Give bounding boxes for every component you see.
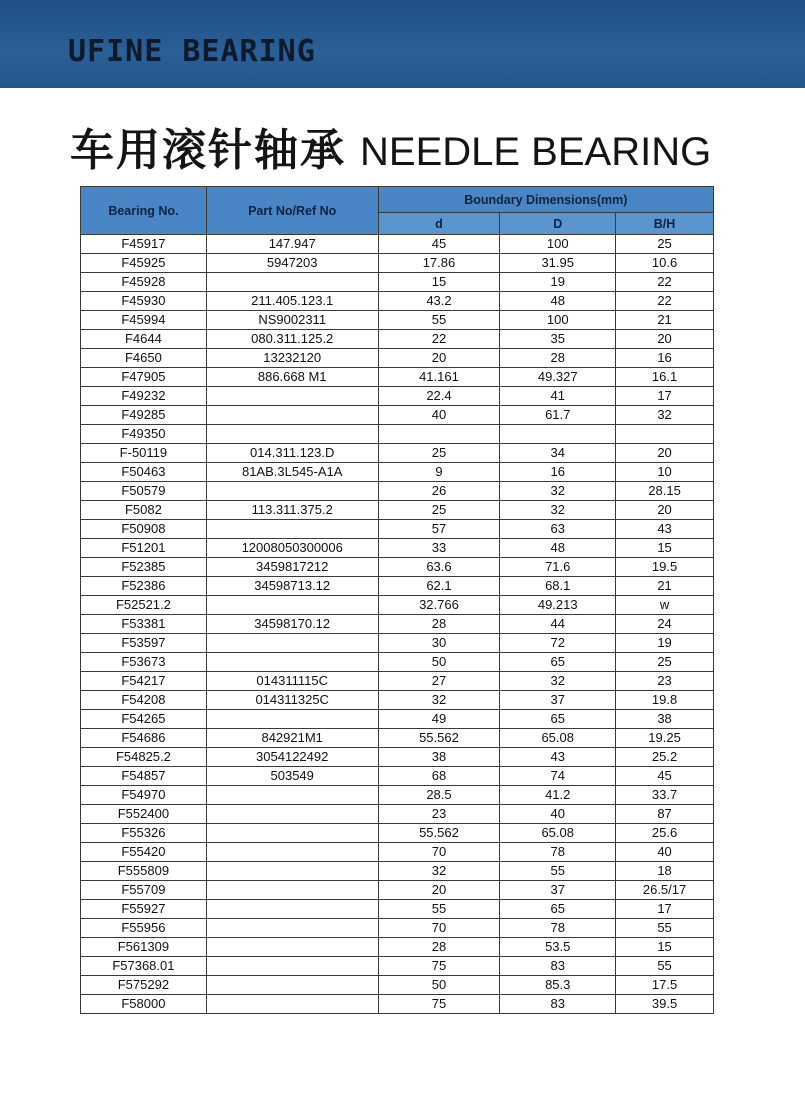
cell-bh: 16.1	[616, 368, 714, 387]
table-row	[81, 273, 714, 292]
cell-D: 53.5	[500, 938, 616, 957]
cell-D: 34	[500, 444, 616, 463]
cell-D: 83	[500, 995, 616, 1014]
cell-d: 17.86	[378, 254, 500, 273]
cell-part-no	[206, 786, 378, 805]
cell-bh: 17	[616, 900, 714, 919]
cell-part-no: 842921M1	[206, 729, 378, 748]
cell-d: 70	[378, 843, 500, 862]
cell-part-no: 211.405.123.1	[206, 292, 378, 311]
cell-d: 32	[378, 691, 500, 710]
cell-part-no	[206, 406, 378, 425]
cell-D: 16	[500, 463, 616, 482]
cell-bearing-no: F54970	[81, 786, 207, 805]
cell-bearing-no: F45928	[81, 273, 207, 292]
cell-bearing-no: F575292	[81, 976, 207, 995]
cell-bearing-no: F45925	[81, 254, 207, 273]
cell-bearing-no: F52521.2	[81, 596, 207, 615]
cell-d: 25	[378, 501, 500, 520]
cell-d: 20	[378, 349, 500, 368]
cell-part-no	[206, 273, 378, 292]
cell-bh: 45	[616, 767, 714, 786]
cell-D: 100	[500, 311, 616, 330]
table-row	[81, 349, 714, 368]
cell-d: 9	[378, 463, 500, 482]
table-row	[81, 615, 714, 634]
cell-bearing-no: F55709	[81, 881, 207, 900]
table-row	[81, 843, 714, 862]
cell-d: 23	[378, 805, 500, 824]
cell-D: 43	[500, 748, 616, 767]
cell-bh: 25	[616, 653, 714, 672]
header-bearing-no: Bearing No.	[81, 187, 207, 235]
cell-bh: 38	[616, 710, 714, 729]
cell-part-no	[206, 900, 378, 919]
cell-d: 62.1	[378, 577, 500, 596]
cell-part-no: 5947203	[206, 254, 378, 273]
cell-bh: 16	[616, 349, 714, 368]
cell-D: 83	[500, 957, 616, 976]
bearing-spec-table	[80, 186, 714, 1014]
cell-part-no	[206, 425, 378, 444]
cell-bearing-no: F49232	[81, 387, 207, 406]
cell-D: 35	[500, 330, 616, 349]
cell-part-no: 014.311.123.D	[206, 444, 378, 463]
cell-d: 30	[378, 634, 500, 653]
table-row	[81, 919, 714, 938]
cell-D: 55	[500, 862, 616, 881]
cell-d: 50	[378, 976, 500, 995]
cell-part-no	[206, 843, 378, 862]
cell-bh	[616, 425, 714, 444]
cell-d: 22	[378, 330, 500, 349]
table-row	[81, 710, 714, 729]
cell-part-no	[206, 938, 378, 957]
cell-d: 32.766	[378, 596, 500, 615]
table-row	[81, 311, 714, 330]
cell-d: 32	[378, 862, 500, 881]
cell-bearing-no: F49285	[81, 406, 207, 425]
cell-bearing-no: F58000	[81, 995, 207, 1014]
cell-part-no: 13232120	[206, 349, 378, 368]
cell-D: 49.327	[500, 368, 616, 387]
cell-bearing-no: F51201	[81, 539, 207, 558]
table-row	[81, 577, 714, 596]
cell-bearing-no: F57368.01	[81, 957, 207, 976]
cell-bearing-no: F54265	[81, 710, 207, 729]
table-row	[81, 368, 714, 387]
cell-D: 32	[500, 482, 616, 501]
cell-d	[378, 425, 500, 444]
cell-bearing-no: F45994	[81, 311, 207, 330]
header-part-no: Part No/Ref No	[206, 187, 378, 235]
cell-bearing-no: F-50119	[81, 444, 207, 463]
cell-d: 57	[378, 520, 500, 539]
cell-bh: 10.6	[616, 254, 714, 273]
header-d: d	[378, 213, 500, 235]
cell-part-no	[206, 976, 378, 995]
cell-D: 32	[500, 501, 616, 520]
header-bh: B/H	[616, 213, 714, 235]
cell-d: 22.4	[378, 387, 500, 406]
cell-part-no	[206, 710, 378, 729]
table-body	[81, 235, 714, 1014]
cell-bearing-no: F54857	[81, 767, 207, 786]
cell-bearing-no: F52385	[81, 558, 207, 577]
header-boundary-dimensions: Boundary Dimensions(mm)	[378, 187, 713, 213]
cell-d: 75	[378, 957, 500, 976]
table-row	[81, 387, 714, 406]
cell-bh: 17	[616, 387, 714, 406]
cell-D: 68.1	[500, 577, 616, 596]
cell-bearing-no: F50908	[81, 520, 207, 539]
cell-bh: 43	[616, 520, 714, 539]
table-row	[81, 463, 714, 482]
cell-d: 28	[378, 615, 500, 634]
cell-bh: 19.5	[616, 558, 714, 577]
cell-part-no	[206, 881, 378, 900]
table-row	[81, 482, 714, 501]
cell-D: 65	[500, 900, 616, 919]
cell-d: 63.6	[378, 558, 500, 577]
page-title	[70, 114, 711, 178]
table-row	[81, 653, 714, 672]
table-row	[81, 862, 714, 881]
cell-D: 44	[500, 615, 616, 634]
cell-part-no: 12008050300006	[206, 539, 378, 558]
cell-d: 50	[378, 653, 500, 672]
cell-part-no: 3459817212	[206, 558, 378, 577]
cell-bearing-no: F561309	[81, 938, 207, 957]
table-row	[81, 729, 714, 748]
cell-bh: 25.2	[616, 748, 714, 767]
cell-D: 65	[500, 653, 616, 672]
table-row	[81, 881, 714, 900]
cell-D: 78	[500, 843, 616, 862]
cell-bh: 32	[616, 406, 714, 425]
cell-bh: 15	[616, 938, 714, 957]
cell-d: 20	[378, 881, 500, 900]
cell-bearing-no: F4650	[81, 349, 207, 368]
cell-part-no: 147.947	[206, 235, 378, 254]
cell-bh: 25	[616, 235, 714, 254]
cell-d: 41.161	[378, 368, 500, 387]
cell-bh: 39.5	[616, 995, 714, 1014]
cell-D: 41.2	[500, 786, 616, 805]
header-D: D	[500, 213, 616, 235]
table-row	[81, 596, 714, 615]
cell-part-no	[206, 596, 378, 615]
cell-d: 49	[378, 710, 500, 729]
cell-D: 100	[500, 235, 616, 254]
title-chinese: 车用滚针轴承	[70, 125, 346, 176]
table-row	[81, 995, 714, 1014]
cell-D: 48	[500, 539, 616, 558]
cell-part-no	[206, 862, 378, 881]
cell-bearing-no: F53597	[81, 634, 207, 653]
cell-bh: 19.25	[616, 729, 714, 748]
cell-part-no: 014311325C	[206, 691, 378, 710]
cell-bearing-no: F49350	[81, 425, 207, 444]
cell-part-no	[206, 995, 378, 1014]
cell-D: 65	[500, 710, 616, 729]
table-row	[81, 501, 714, 520]
cell-d: 45	[378, 235, 500, 254]
cell-bearing-no: F54825.2	[81, 748, 207, 767]
cell-part-no: 34598170.12	[206, 615, 378, 634]
cell-bh: 24	[616, 615, 714, 634]
cell-bearing-no: F55420	[81, 843, 207, 862]
cell-bh: 26.5/17	[616, 881, 714, 900]
cell-bh: 28.15	[616, 482, 714, 501]
title-english: NEEDLE BEARING	[360, 130, 712, 174]
cell-bh: 19.8	[616, 691, 714, 710]
cell-d: 25	[378, 444, 500, 463]
table-row	[81, 254, 714, 273]
cell-bh: 87	[616, 805, 714, 824]
cell-bearing-no: F54217	[81, 672, 207, 691]
table-row	[81, 976, 714, 995]
table-row	[81, 425, 714, 444]
cell-part-no: 080.311.125.2	[206, 330, 378, 349]
cell-bearing-no: F55956	[81, 919, 207, 938]
cell-D: 61.7	[500, 406, 616, 425]
cell-D: 40	[500, 805, 616, 824]
table-row	[81, 691, 714, 710]
cell-bh: 23	[616, 672, 714, 691]
cell-d: 15	[378, 273, 500, 292]
cell-bh: w	[616, 596, 714, 615]
cell-bh: 40	[616, 843, 714, 862]
cell-part-no	[206, 824, 378, 843]
cell-part-no: 886.668 M1	[206, 368, 378, 387]
cell-bh: 25.6	[616, 824, 714, 843]
cell-d: 70	[378, 919, 500, 938]
cell-d: 38	[378, 748, 500, 767]
table-row	[81, 444, 714, 463]
cell-bh: 20	[616, 330, 714, 349]
table-row	[81, 748, 714, 767]
cell-bh: 22	[616, 273, 714, 292]
cell-bearing-no: F53381	[81, 615, 207, 634]
cell-D: 19	[500, 273, 616, 292]
cell-d: 55.562	[378, 824, 500, 843]
cell-bh: 22	[616, 292, 714, 311]
cell-D: 48	[500, 292, 616, 311]
cell-bearing-no: F55326	[81, 824, 207, 843]
header-band	[0, 0, 805, 88]
cell-D: 65.08	[500, 729, 616, 748]
cell-part-no: 34598713.12	[206, 577, 378, 596]
cell-bearing-no: F47905	[81, 368, 207, 387]
cell-part-no: 113.311.375.2	[206, 501, 378, 520]
table-row	[81, 938, 714, 957]
table-row	[81, 406, 714, 425]
cell-bh: 18	[616, 862, 714, 881]
cell-bearing-no: F50463	[81, 463, 207, 482]
cell-bearing-no: F555809	[81, 862, 207, 881]
cell-bearing-no: F53673	[81, 653, 207, 672]
cell-D: 37	[500, 691, 616, 710]
cell-bearing-no: F45930	[81, 292, 207, 311]
cell-part-no	[206, 919, 378, 938]
cell-bearing-no: F52386	[81, 577, 207, 596]
cell-d: 28	[378, 938, 500, 957]
cell-D: 74	[500, 767, 616, 786]
cell-bh: 55	[616, 957, 714, 976]
table-row	[81, 957, 714, 976]
cell-bh: 19	[616, 634, 714, 653]
cell-part-no	[206, 634, 378, 653]
cell-part-no: NS9002311	[206, 311, 378, 330]
cell-d: 55.562	[378, 729, 500, 748]
brand-name: UFINE BEARING	[68, 34, 316, 69]
cell-bh: 15	[616, 539, 714, 558]
cell-part-no	[206, 957, 378, 976]
cell-d: 28.5	[378, 786, 500, 805]
table-row	[81, 767, 714, 786]
cell-d: 75	[378, 995, 500, 1014]
cell-D: 28	[500, 349, 616, 368]
cell-D: 32	[500, 672, 616, 691]
cell-part-no	[206, 520, 378, 539]
cell-part-no: 503549	[206, 767, 378, 786]
cell-bh: 21	[616, 311, 714, 330]
cell-D: 63	[500, 520, 616, 539]
cell-D: 65.08	[500, 824, 616, 843]
table-row	[81, 634, 714, 653]
cell-d: 55	[378, 311, 500, 330]
cell-bearing-no: F4644	[81, 330, 207, 349]
cell-bh: 21	[616, 577, 714, 596]
cell-bh: 55	[616, 919, 714, 938]
table-row	[81, 900, 714, 919]
cell-part-no: 81AB.3L545-A1A	[206, 463, 378, 482]
cell-D: 49.213	[500, 596, 616, 615]
cell-bearing-no: F45917	[81, 235, 207, 254]
table-row	[81, 539, 714, 558]
cell-bh: 17.5	[616, 976, 714, 995]
cell-D: 72	[500, 634, 616, 653]
cell-D: 85.3	[500, 976, 616, 995]
cell-bearing-no: F55927	[81, 900, 207, 919]
table-row	[81, 786, 714, 805]
cell-d: 55	[378, 900, 500, 919]
cell-D: 71.6	[500, 558, 616, 577]
cell-bearing-no: F50579	[81, 482, 207, 501]
cell-d: 33	[378, 539, 500, 558]
cell-d: 68	[378, 767, 500, 786]
cell-D: 37	[500, 881, 616, 900]
cell-bh: 10	[616, 463, 714, 482]
cell-D: 41	[500, 387, 616, 406]
cell-d: 43.2	[378, 292, 500, 311]
cell-bearing-no: F54686	[81, 729, 207, 748]
cell-D: 78	[500, 919, 616, 938]
cell-part-no	[206, 653, 378, 672]
cell-bearing-no: F552400	[81, 805, 207, 824]
cell-d: 26	[378, 482, 500, 501]
cell-bearing-no: F5082	[81, 501, 207, 520]
cell-bh: 20	[616, 501, 714, 520]
table-row	[81, 558, 714, 577]
table-row	[81, 292, 714, 311]
table-row	[81, 672, 714, 691]
table-row	[81, 235, 714, 254]
cell-part-no	[206, 482, 378, 501]
cell-part-no: 3054122492	[206, 748, 378, 767]
cell-d: 40	[378, 406, 500, 425]
table-row	[81, 805, 714, 824]
cell-bh: 33.7	[616, 786, 714, 805]
cell-D	[500, 425, 616, 444]
cell-bh: 20	[616, 444, 714, 463]
cell-part-no: 014311115C	[206, 672, 378, 691]
cell-part-no	[206, 387, 378, 406]
table-row	[81, 520, 714, 539]
cell-bearing-no: F54208	[81, 691, 207, 710]
table-row	[81, 824, 714, 843]
cell-d: 27	[378, 672, 500, 691]
cell-part-no	[206, 805, 378, 824]
cell-D: 31.95	[500, 254, 616, 273]
table-row	[81, 330, 714, 349]
